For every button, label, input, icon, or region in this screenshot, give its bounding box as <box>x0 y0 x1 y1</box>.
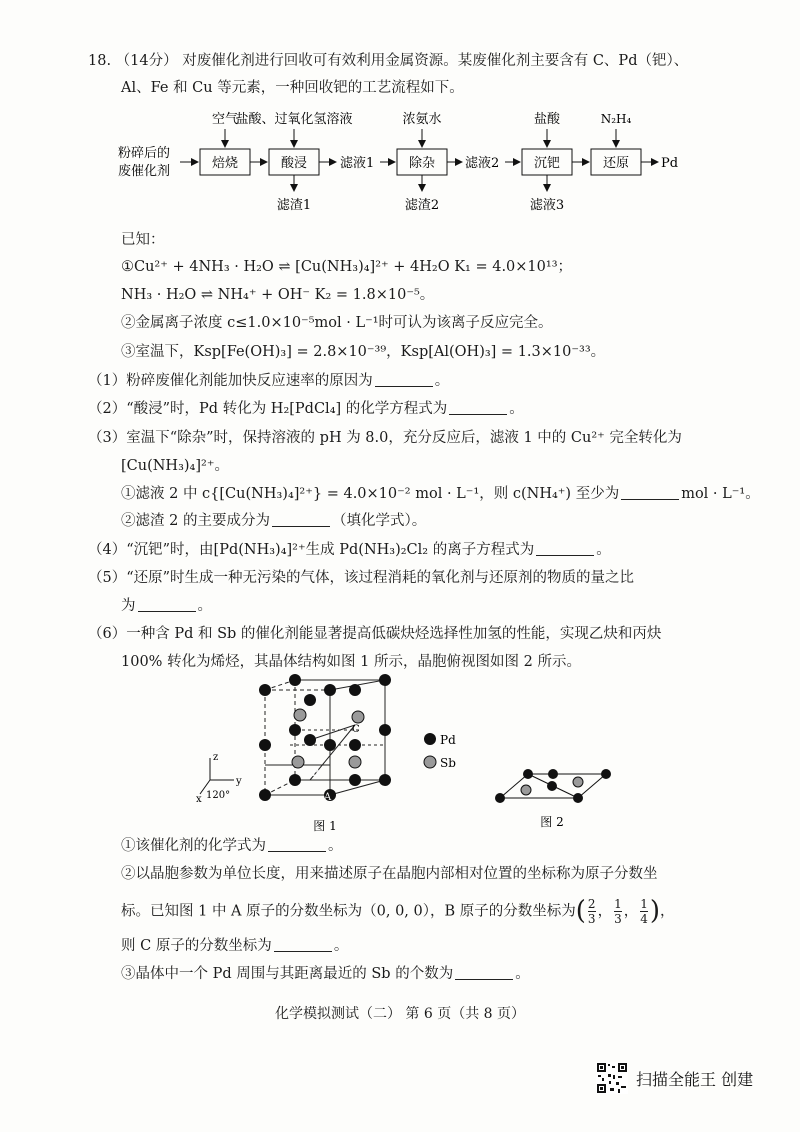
legend-pd: Pd <box>440 733 456 747</box>
axis-icon <box>200 758 234 794</box>
flow-filtrate-2: 滤液2 <box>465 156 500 171</box>
part-3b: [Cu(NH₃)₄]²⁺。 <box>121 458 229 474</box>
known-k2: NH₃ · H₂O ⇌ NH₄⁺ + OH⁻ K₂ = 1.8×10⁻⁵。 <box>121 287 435 303</box>
flow-residue-1: 滤渣1 <box>276 198 312 213</box>
svg-text:120°: 120° <box>206 790 231 801</box>
flow-step-reduce <box>591 149 641 175</box>
question-header <box>88 53 688 70</box>
b-coord-1: $\frac{2}{3}$ <box>587 897 596 927</box>
known-k1: ①Cu²⁺ + 4NH₃ · H₂O ⇌ [Cu(NH₃)₄]²⁺ + 4H₂O K₁ = 4.0×10¹³； <box>121 259 573 275</box>
part-2: （2）“酸浸”时，Pd 转化为 H₂[PdCl₄] 的化学方程式为 。 <box>88 401 524 417</box>
part-4: （4）“沉钯”时，由[Pd(NH₃)₄]²⁺生成 Pd(NH₃)₂Cl₂ 的离子方程式为 。 <box>88 542 611 558</box>
part-3-sub-1: ①滤液 2 中 c{[Cu(NH₃)₄]²⁺} = 4.0×10⁻² mol · L⁻¹，则 c(NH₄⁺) 至少为 mol · L⁻¹。 <box>121 486 760 502</box>
known-ksp: ③室温下，Ksp[Fe(OH)₃] = 2.8×10⁻³⁹，Ksp[Al(OH)₃] = 1.3×10⁻³³。 <box>121 344 606 360</box>
figure-1-caption: 图 1 <box>313 819 337 833</box>
flow-step-precipitate <box>522 149 572 175</box>
svg-text:y: y <box>236 776 242 787</box>
known-header: 已知： <box>121 232 165 248</box>
part-5a: （5）“还原”时生成一种无污染的气体，该过程消耗的氧化剂与还原剂的物质的量之比 <box>88 570 635 586</box>
svg-text:还原: 还原 <box>602 156 630 171</box>
known-ion-complete: ②金属离子浓度 c≤1.0×10⁻⁵mol · L⁻¹时可认为该离子反应完全。 <box>121 315 553 331</box>
flow-step-acid-leach <box>269 149 319 175</box>
flow-filtrate-3: 滤液3 <box>529 198 565 213</box>
svg-text:酸浸: 酸浸 <box>280 156 308 171</box>
b-coord-3: $\frac{1}{4}$ <box>640 897 648 927</box>
process-flow-diagram <box>110 105 710 220</box>
svg-text:焙烧: 焙烧 <box>211 156 239 171</box>
flow-product: Pd <box>661 156 679 171</box>
atom-label-a: A <box>324 792 332 803</box>
answer-blank[interactable] <box>375 385 433 387</box>
answer-blank[interactable] <box>449 413 507 415</box>
qr-code-icon <box>596 1062 628 1094</box>
b-coord-2: $\frac{1}{3}$ <box>614 897 622 927</box>
part-6a: （6）一种含 Pd 和 Sb 的催化剂能显著提高低碳炔烃选择性加氢的性能，实现乙炔和丙炔 <box>88 626 662 642</box>
scanner-watermark <box>596 1056 753 1100</box>
svg-text:x: x <box>196 794 202 805</box>
page-footer: 化学模拟测试（二） 第 6 页（共 8 页） <box>274 1006 526 1022</box>
answer-blank[interactable] <box>274 950 332 952</box>
subpart-2b: 标。已知图 1 中 A 原子的分数坐标为（0, 0, 0），B 原子的分数坐标为( $\frac{2}{3}$ ， $\frac{1}{3}$ ， $\frac{1}{4}$ )， <box>121 896 675 927</box>
part-6b: 100% 转化为烯烃，其晶体结构如图 1 所示，晶胞俯视图如图 2 所示。 <box>121 654 581 670</box>
atom-label-b: B <box>312 768 320 779</box>
flow-step-roast <box>200 149 250 175</box>
flow-step-purify <box>397 149 447 175</box>
svg-text:除杂: 除杂 <box>408 156 436 171</box>
svg-text:z: z <box>213 752 219 763</box>
question-intro-2: Al、Fe 和 Cu 等元素，一种回收钯的工艺流程如下。 <box>121 80 464 96</box>
flow-residue-2: 滤渣2 <box>404 198 440 213</box>
subpart-2c: 则 C 原子的分数坐标为 。 <box>121 938 349 954</box>
answer-blank[interactable] <box>536 554 594 556</box>
subpart-3: ③晶体中一个 Pd 周围与其距离最近的 Sb 的个数为 。 <box>121 966 530 982</box>
subpart-1: ①该催化剂的化学式为 。 <box>121 838 343 854</box>
atom-label-c: C <box>352 724 360 735</box>
flow-start-label-2: 废催化剂 <box>118 164 171 179</box>
flow-reagent-air: 空气 <box>211 112 239 127</box>
question-number: 18. <box>88 53 112 69</box>
answer-blank[interactable] <box>621 498 679 500</box>
scanner-text: 扫描全能王 创建 <box>636 1069 754 1089</box>
part-1: （1）粉碎废催化剂能加快反应速率的原因为 。 <box>88 373 450 389</box>
answer-blank[interactable] <box>268 850 326 852</box>
svg-text:沉钯: 沉钯 <box>533 156 561 171</box>
answer-blank[interactable] <box>138 610 196 612</box>
flow-reagent-ammonia: 浓氨水 <box>402 112 442 127</box>
flow-reagent-hcl-h2o2: 盐酸、过氧化氢溶液 <box>235 112 353 127</box>
legend-sb: Sb <box>440 756 456 770</box>
figure-2-caption: 图 2 <box>540 815 564 829</box>
question-points: （14分） <box>115 53 178 69</box>
part-5b: 为 。 <box>121 598 212 614</box>
part-3a: （3）室温下“除杂”时，保持溶液的 pH 为 8.0，充分反应后，滤液 1 中的 Cu²⁺ 完全转化为 <box>88 430 682 446</box>
crystal-top-view-figure-2 <box>488 760 618 835</box>
part-3-sub-2: ②滤渣 2 的主要成分为 （填化学式）。 <box>121 513 427 529</box>
question-intro-1: 对废催化剂进行回收可有效利用金属资源。某废催化剂主要含有 C、Pd（钯）、 <box>182 53 689 69</box>
flow-start-label-1: 粉碎后的 <box>118 146 171 161</box>
flow-reagent-hcl: 盐酸 <box>533 112 561 127</box>
flow-filtrate-1: 滤液1 <box>340 156 375 171</box>
answer-blank[interactable] <box>455 978 513 980</box>
flow-reagent-n2h4: N₂H₄ <box>600 112 632 126</box>
crystal-structure-figure-1 <box>190 670 480 835</box>
subpart-2a: ②以晶胞参数为单位长度，用来描述原子在晶胞内部相对位置的坐标称为原子分数坐 <box>121 866 658 882</box>
answer-blank[interactable] <box>272 525 330 527</box>
